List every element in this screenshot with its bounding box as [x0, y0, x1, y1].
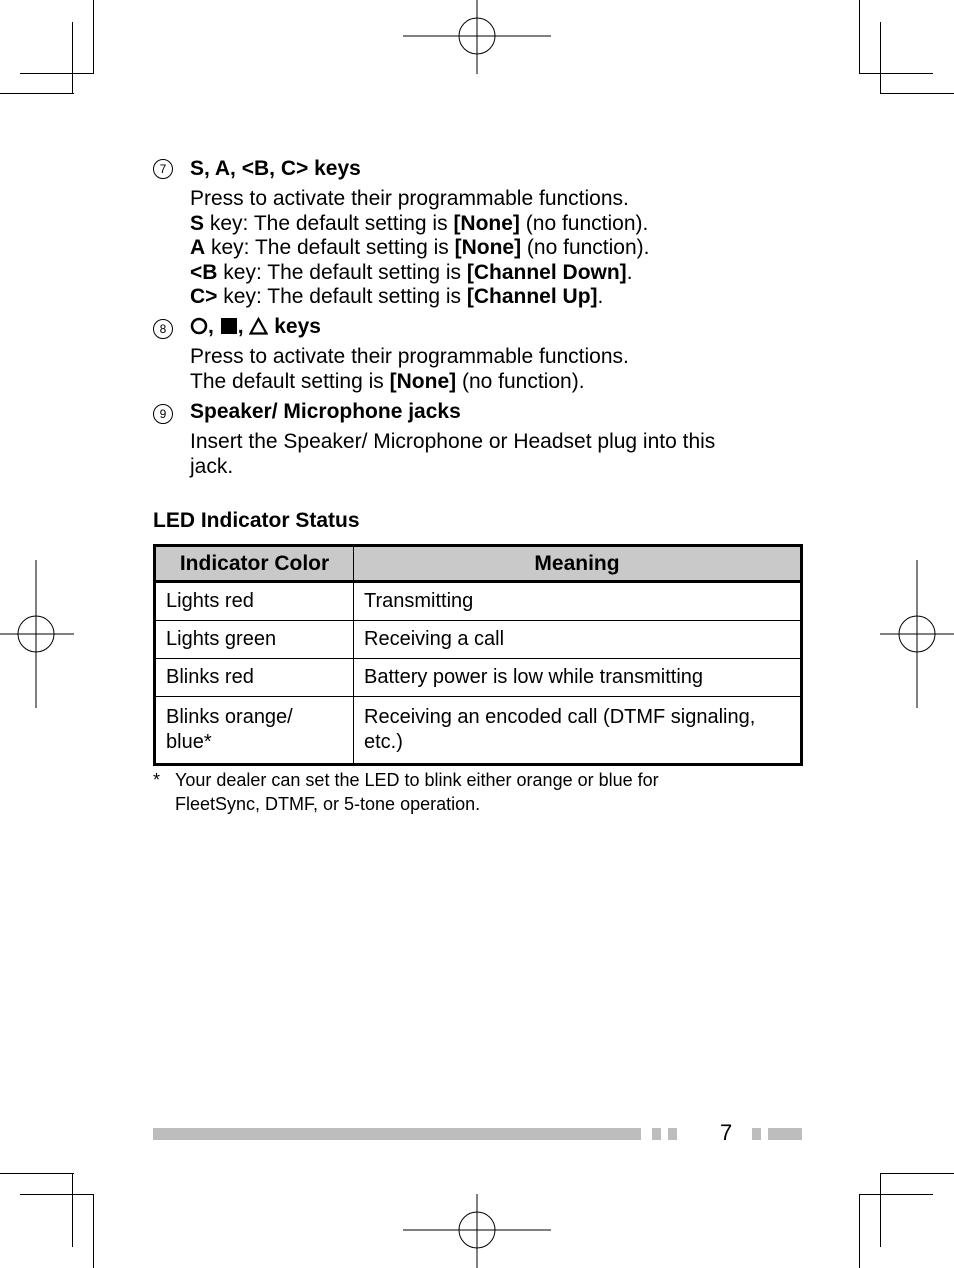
page-number: 7 — [720, 1120, 733, 1145]
column-header-indicator-color: Indicator Color — [155, 546, 354, 582]
footnote-mark: * — [153, 770, 161, 790]
column-header-meaning: Meaning — [354, 546, 802, 582]
item-description: Insert the Speaker/ Microphone or Headset plug into this jack. — [190, 430, 716, 478]
registration-mark-top — [403, 0, 551, 74]
key-line-s: S key: The default setting is [None] (no function). — [190, 211, 649, 235]
table-header-row — [155, 546, 802, 582]
item-number-9: 9 — [153, 404, 173, 424]
table-cell-meaning: Transmitting — [354, 582, 802, 621]
table-cell-meaning: Receiving an encoded call (DTMF signaling, etc.) — [354, 697, 802, 765]
key-line-b: <B key: The default setting is [Channel Down]. — [190, 260, 633, 284]
item-description — [190, 187, 650, 310]
table-cell-meaning: Battery power is low while transmitting — [354, 659, 802, 697]
registration-mark-left — [0, 560, 74, 708]
square-icon — [220, 317, 238, 335]
default-setting-line: The default setting is [None] (no function). — [190, 369, 585, 393]
item-title-symbol-keys: , , keys — [190, 315, 321, 339]
footnote: * Your dealer can set the LED to blink either orange or blue for FleetSync, DTMF, or 5-tone operation. — [153, 770, 659, 814]
key-line-a: A key: The default setting is [None] (no function). — [190, 236, 650, 259]
item-title-jacks: Speaker/ Microphone jacks — [190, 400, 461, 423]
registration-mark-bottom — [403, 1194, 551, 1268]
key-line-c: C> key: The default setting is [Channel Up]. — [190, 285, 604, 308]
table-cell-color: Blinks orange/ blue* — [155, 697, 354, 765]
triangle-icon — [249, 317, 268, 335]
led-status-table — [153, 544, 803, 766]
intro-text: Press to activate their programmable functions. — [190, 345, 629, 368]
table-row — [155, 582, 802, 621]
section-title: LED Indicator Status — [153, 509, 360, 532]
item-title-keys: S, A, <B, C> keys — [190, 157, 361, 180]
table-cell-color: Blinks red — [155, 659, 354, 697]
table-cell-color: Lights red — [155, 582, 354, 621]
circle-icon — [190, 317, 208, 335]
table-row — [155, 621, 802, 659]
item-description — [190, 345, 629, 394]
intro-text: Press to activate their programmable functions. — [190, 187, 629, 210]
item-number-8: 8 — [153, 319, 173, 339]
table-cell-color: Lights green — [155, 621, 354, 659]
registration-mark-right — [880, 560, 954, 708]
item-number-7: 7 — [153, 159, 173, 179]
table-row — [155, 659, 802, 697]
table-row — [155, 697, 802, 765]
table-cell-meaning: Receiving a call — [354, 621, 802, 659]
